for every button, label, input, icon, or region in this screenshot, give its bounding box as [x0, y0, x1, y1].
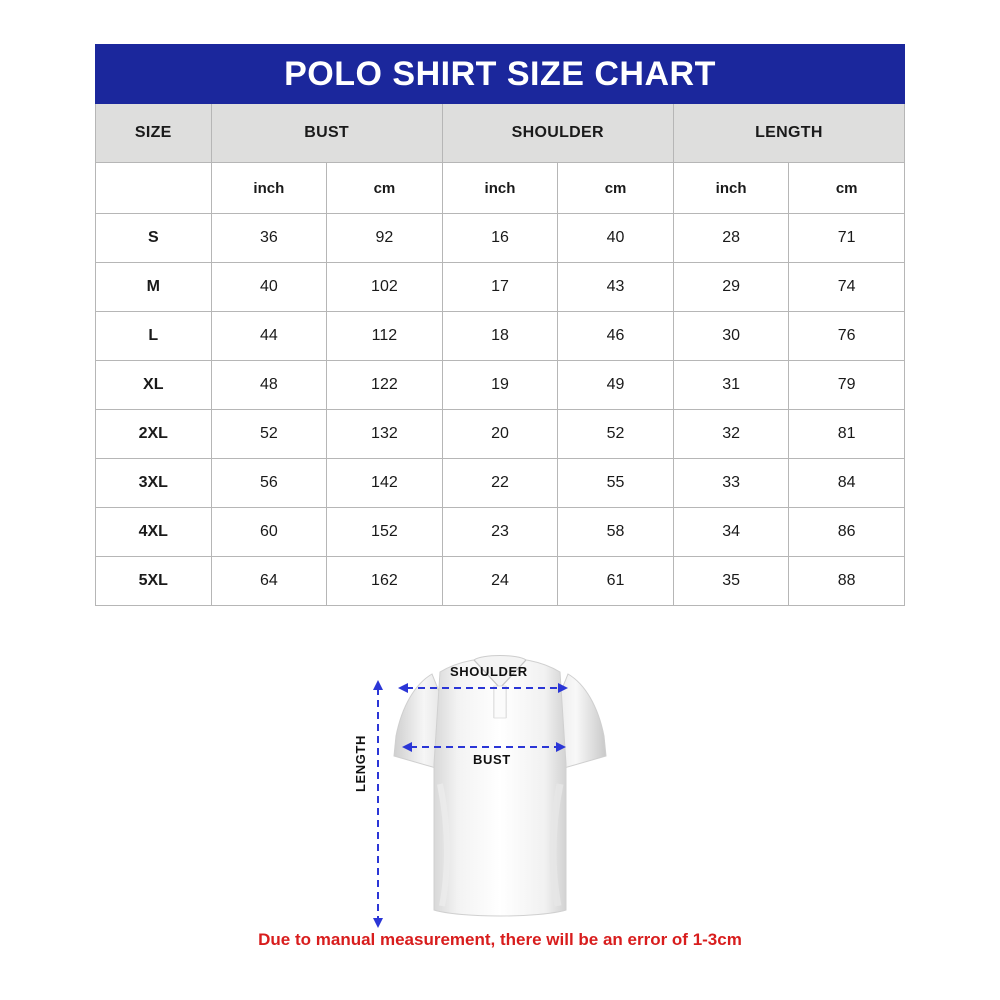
table-row [96, 214, 905, 263]
cell-length-cm: 88 [789, 557, 905, 606]
cell-shoulder-cm: 61 [558, 557, 674, 606]
cell-size: XL [96, 361, 212, 410]
cell-length-inch: 30 [673, 312, 789, 361]
cell-length-inch: 32 [673, 410, 789, 459]
size-chart-table [95, 44, 905, 606]
cell-size: S [96, 214, 212, 263]
length-label: LENGTH [353, 734, 369, 793]
cell-length-inch: 34 [673, 508, 789, 557]
table-row [96, 459, 905, 508]
table-row [96, 312, 905, 361]
table-row [96, 410, 905, 459]
table-row [96, 361, 905, 410]
unit-header-bust-cm: cm [327, 163, 443, 214]
cell-shoulder-cm: 55 [558, 459, 674, 508]
cell-size: 4XL [96, 508, 212, 557]
cell-shoulder-inch: 24 [442, 557, 558, 606]
group-header-shoulder: SHOULDER [442, 104, 673, 163]
unit-header-row [96, 163, 905, 214]
cell-shoulder-inch: 23 [442, 508, 558, 557]
cell-size: 5XL [96, 557, 212, 606]
cell-size: L [96, 312, 212, 361]
group-header-bust: BUST [211, 104, 442, 163]
cell-shoulder-cm: 43 [558, 263, 674, 312]
bust-label: BUST [473, 752, 511, 767]
table-row [96, 557, 905, 606]
cell-size: 3XL [96, 459, 212, 508]
length-measure-arrow [370, 680, 386, 928]
cell-size: M [96, 263, 212, 312]
cell-shoulder-cm: 52 [558, 410, 674, 459]
cell-length-inch: 28 [673, 214, 789, 263]
group-header-length: LENGTH [673, 104, 904, 163]
cell-shoulder-inch: 22 [442, 459, 558, 508]
cell-length-cm: 84 [789, 459, 905, 508]
cell-bust-cm: 132 [327, 410, 443, 459]
shoulder-measure-arrow [398, 680, 568, 696]
cell-length-cm: 71 [789, 214, 905, 263]
cell-shoulder-cm: 58 [558, 508, 674, 557]
cell-shoulder-inch: 19 [442, 361, 558, 410]
cell-shoulder-inch: 20 [442, 410, 558, 459]
group-header-row [96, 104, 905, 163]
unit-header-shoulder-cm: cm [558, 163, 674, 214]
cell-shoulder-cm: 40 [558, 214, 674, 263]
unit-header-length-inch: inch [673, 163, 789, 214]
shoulder-label: SHOULDER [450, 664, 528, 679]
unit-header-bust-inch: inch [211, 163, 327, 214]
table-row [96, 508, 905, 557]
cell-bust-cm: 92 [327, 214, 443, 263]
title-row [96, 45, 905, 104]
unit-header-length-cm: cm [789, 163, 905, 214]
cell-bust-cm: 112 [327, 312, 443, 361]
cell-bust-cm: 142 [327, 459, 443, 508]
page-title: POLO SHIRT SIZE CHART [96, 45, 905, 104]
cell-bust-cm: 162 [327, 557, 443, 606]
table-row [96, 263, 905, 312]
unit-header-shoulder-inch: inch [442, 163, 558, 214]
cell-shoulder-cm: 49 [558, 361, 674, 410]
measurement-note: Due to manual measurement, there will be an error of 1-3cm [258, 930, 742, 949]
cell-length-inch: 31 [673, 361, 789, 410]
cell-shoulder-cm: 46 [558, 312, 674, 361]
measurement-illustration [340, 636, 660, 926]
cell-shoulder-inch: 16 [442, 214, 558, 263]
cell-bust-inch: 60 [211, 508, 327, 557]
size-chart-container [95, 44, 905, 606]
cell-bust-cm: 102 [327, 263, 443, 312]
cell-size: 2XL [96, 410, 212, 459]
cell-bust-inch: 48 [211, 361, 327, 410]
cell-length-cm: 86 [789, 508, 905, 557]
cell-length-cm: 76 [789, 312, 905, 361]
cell-length-inch: 29 [673, 263, 789, 312]
cell-bust-inch: 44 [211, 312, 327, 361]
cell-bust-inch: 56 [211, 459, 327, 508]
cell-bust-cm: 152 [327, 508, 443, 557]
cell-length-cm: 79 [789, 361, 905, 410]
cell-bust-inch: 52 [211, 410, 327, 459]
cell-length-cm: 74 [789, 263, 905, 312]
cell-shoulder-inch: 18 [442, 312, 558, 361]
cell-bust-inch: 36 [211, 214, 327, 263]
cell-bust-inch: 64 [211, 557, 327, 606]
cell-length-inch: 33 [673, 459, 789, 508]
cell-length-inch: 35 [673, 557, 789, 606]
cell-shoulder-inch: 17 [442, 263, 558, 312]
cell-bust-inch: 40 [211, 263, 327, 312]
unit-header-blank [96, 163, 212, 214]
group-header-size: SIZE [96, 104, 212, 163]
cell-bust-cm: 122 [327, 361, 443, 410]
cell-length-cm: 81 [789, 410, 905, 459]
